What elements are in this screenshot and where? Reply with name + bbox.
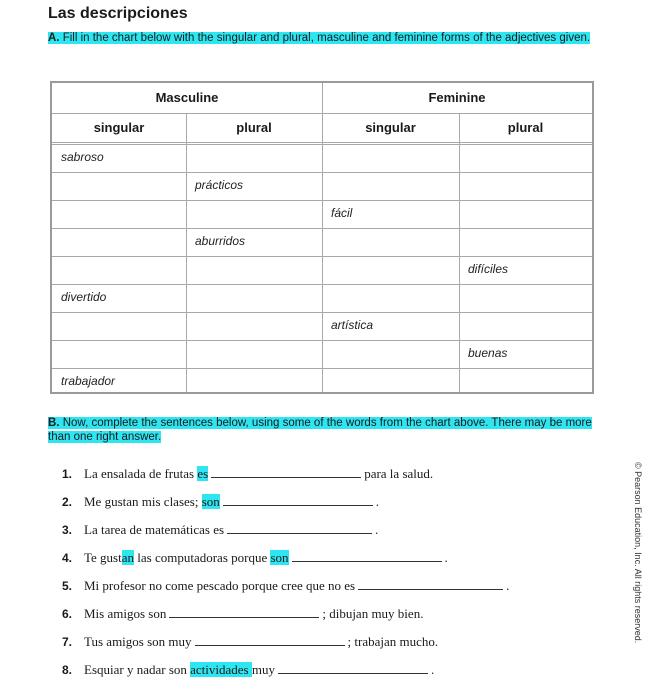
col-header-masc-singular: singular xyxy=(93,120,145,135)
answer-blank[interactable] xyxy=(195,635,345,646)
part-a-instruction xyxy=(48,31,600,45)
highlight: es xyxy=(197,466,209,481)
adjective-chart xyxy=(50,81,594,394)
sentence-number: 2. xyxy=(62,495,73,509)
sentence-text: Esquiar y nadar son xyxy=(84,662,191,677)
sentence-number: 4. xyxy=(62,551,73,565)
chart-cell: divertido xyxy=(61,290,107,304)
sentence-4 xyxy=(62,550,448,566)
part-b-instruction xyxy=(48,416,600,444)
part-a-letter: A. xyxy=(48,32,60,44)
highlight: son xyxy=(270,550,289,565)
sentence-end: . xyxy=(431,662,435,677)
sentence-end: . xyxy=(375,494,380,509)
chart-cell: aburridos xyxy=(195,234,246,248)
sentence-2 xyxy=(62,494,379,510)
sentence-7 xyxy=(62,634,438,650)
col-header-fem-plural: plural xyxy=(507,120,544,135)
page-title: Las descripciones xyxy=(48,5,188,22)
chart-cell: trabajador xyxy=(61,374,116,388)
highlight: an xyxy=(121,550,135,565)
sentence-end: . xyxy=(506,578,510,593)
sentence-3 xyxy=(62,522,378,538)
part-b-text: Now, complete the sentences below, using some of the words from the chart above. There may be more than one right answer. xyxy=(48,417,592,443)
chart-cell: buenas xyxy=(468,346,508,360)
answer-blank[interactable] xyxy=(169,607,319,618)
answer-blank[interactable] xyxy=(278,663,428,674)
sentence-number: 5. xyxy=(62,579,73,593)
part-a-text: Fill in the chart below with the singular and plural, masculine and feminine forms of the adjectives given. xyxy=(62,32,591,44)
sentence-text: Mi profesor no come pescado porque cree que no es xyxy=(84,578,356,593)
sentence-1 xyxy=(62,466,433,482)
sentence-text: Me gustan mis clases; xyxy=(84,494,199,509)
copyright-notice: © Pearson Education, Inc. All rights reserved. xyxy=(633,462,643,644)
chart-cell: difíciles xyxy=(468,262,509,276)
answer-blank[interactable] xyxy=(211,467,361,478)
chart-cell: fácil xyxy=(331,206,353,220)
sentence-end: . xyxy=(444,550,448,565)
masculine-header: Masculine xyxy=(155,90,219,105)
sentence-number: 8. xyxy=(62,663,73,677)
sentence-text-mid: las computadoras porque xyxy=(134,550,271,565)
chart-cell: artística xyxy=(331,318,374,332)
answer-blank[interactable] xyxy=(227,523,372,534)
chart-cell: sabroso xyxy=(61,150,104,164)
sentence-text: La ensalada de frutas xyxy=(84,466,195,481)
part-b-letter: B. xyxy=(48,417,60,429)
chart-cell: prácticos xyxy=(195,178,244,192)
sentence-text: La tarea de matemáticas es xyxy=(84,522,225,537)
sentence-5 xyxy=(62,578,509,594)
sentence-number: 1. xyxy=(62,467,73,481)
sentence-number: 7. xyxy=(62,635,73,649)
sentence-text: Tus amigos son muy xyxy=(84,634,192,649)
sentence-number: 6. xyxy=(62,607,73,621)
sentence-8 xyxy=(62,662,434,678)
sentence-6 xyxy=(62,606,423,622)
answer-blank[interactable] xyxy=(223,495,373,506)
sentence-text: Mis amigos son xyxy=(84,606,167,621)
col-header-fem-singular: singular xyxy=(365,120,416,135)
sentence-text-mid: muy xyxy=(251,662,275,677)
sentence-text: Te gust xyxy=(84,550,122,565)
highlight: actividades xyxy=(190,662,252,677)
highlight: son xyxy=(201,494,220,509)
answer-blank[interactable] xyxy=(358,579,503,590)
answer-blank[interactable] xyxy=(292,551,442,562)
feminine-header: Feminine xyxy=(428,90,486,105)
sentence-end: . xyxy=(375,522,379,537)
sentence-number: 3. xyxy=(62,523,73,537)
sentence-end: ; dibujan muy bien. xyxy=(322,606,424,621)
sentence-end: para la salud. xyxy=(364,466,434,481)
sentence-end: ; trabajan mucho. xyxy=(347,634,439,649)
col-header-masc-plural: plural xyxy=(236,120,272,135)
